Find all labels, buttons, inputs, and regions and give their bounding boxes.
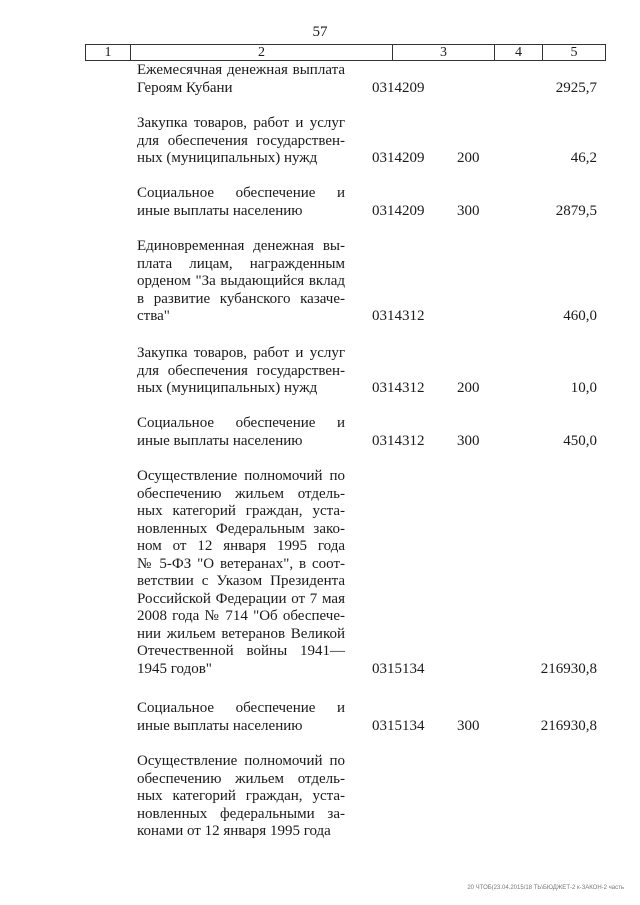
row-description-line: в развитие кубанского казаче- bbox=[137, 290, 345, 307]
row-description-line: ных категорий граждан, уста- bbox=[137, 788, 345, 804]
row-amount: 10,0 bbox=[570, 380, 597, 396]
row-description-line: нии жильем ветеранов Великой bbox=[137, 625, 345, 642]
row-expense-type: 300 bbox=[457, 432, 480, 449]
page-number: 57 bbox=[312, 24, 328, 40]
row-target-code: 0314209 bbox=[372, 79, 425, 96]
row-description bbox=[137, 700, 345, 735]
row-target-code: 0314312 bbox=[372, 308, 425, 324]
row-description-line: иные выплаты населению bbox=[137, 432, 303, 449]
row-expense-type: 200 bbox=[457, 380, 480, 396]
row-description-line: ных (муниципальных) нужд bbox=[137, 380, 318, 396]
row-description-line: ветствии с Указом Президента bbox=[137, 573, 345, 589]
row-target-code: 0315134 bbox=[372, 660, 425, 677]
row-description-line: орденом "За выдающийся вклад bbox=[137, 273, 345, 289]
row-amount: 46,2 bbox=[570, 150, 597, 166]
row-description-line: новленных Федеральным зако- bbox=[137, 520, 345, 537]
row-description-line: Социальное обеспечение и bbox=[137, 415, 345, 431]
row-description-line: конами от 12 января 1995 года bbox=[137, 823, 331, 839]
row-description-line: Социальное обеспечение и bbox=[137, 700, 345, 716]
row-description-line: Отечественной войны 1941— bbox=[137, 643, 345, 659]
row-description bbox=[137, 468, 345, 678]
row-description-line: иные выплаты населению bbox=[137, 717, 303, 734]
column-header-2: 2 bbox=[131, 45, 393, 61]
row-description bbox=[137, 753, 345, 841]
column-header-4: 4 bbox=[495, 45, 543, 61]
row-expense-type: 300 bbox=[457, 202, 480, 219]
column-header-3: 3 bbox=[393, 45, 495, 61]
column-header-1: 1 bbox=[86, 45, 131, 61]
row-description-line: Осуществление полномочий по bbox=[137, 753, 345, 769]
row-description-line: Социальное обеспечение и bbox=[137, 185, 345, 201]
row-description-line: для обеспечения государствен- bbox=[137, 362, 345, 379]
row-expense-type: 300 bbox=[457, 717, 480, 734]
row-description bbox=[137, 345, 345, 398]
column-header-table bbox=[85, 44, 606, 61]
row-description bbox=[137, 238, 345, 326]
row-description-line: 1945 годов" bbox=[137, 660, 212, 677]
row-description-line: ства" bbox=[137, 308, 170, 324]
row-description-line: Закупка товаров, работ и услуг bbox=[137, 345, 345, 361]
row-description bbox=[137, 185, 345, 220]
row-amount: 216930,8 bbox=[540, 717, 597, 734]
row-description-line: ном от 12 января 1995 года bbox=[137, 538, 345, 554]
row-description bbox=[137, 62, 345, 97]
row-description-line: обеспечению жильем отдель- bbox=[137, 770, 345, 787]
row-description bbox=[137, 415, 345, 450]
row-description-line: обеспечению жильем отдель- bbox=[137, 485, 345, 502]
row-description-line: Закупка товаров, работ и услуг bbox=[137, 115, 345, 131]
column-header-5: 5 bbox=[543, 45, 606, 61]
row-description-line: Единовременная денежная вы- bbox=[137, 238, 345, 254]
row-description-line: Осуществление полномочий по bbox=[137, 468, 345, 484]
row-target-code: 0314312 bbox=[372, 380, 425, 396]
row-description-line: плата лицам, награжденным bbox=[137, 255, 345, 272]
row-target-code: 0314209 bbox=[372, 150, 425, 166]
row-expense-type: 200 bbox=[457, 150, 480, 166]
row-amount: 450,0 bbox=[563, 432, 597, 449]
row-description-line: Российской Федерации от 7 мая bbox=[137, 590, 345, 607]
row-amount: 216930,8 bbox=[540, 660, 597, 677]
row-amount: 2925,7 bbox=[555, 79, 597, 96]
row-description-line: Ежемесячная денежная выплата bbox=[137, 62, 345, 78]
row-amount: 2879,5 bbox=[555, 202, 597, 219]
row-target-code: 0314209 bbox=[372, 202, 425, 219]
footer-file-reference: 20 ЧТОБ(23.04.2015/18 ТЬ\БЮДЖЕТ-2 к-ЗАКОН-2 часть bbox=[467, 885, 624, 891]
row-description-line: новленных федеральными за- bbox=[137, 805, 345, 822]
row-description-line: Героям Кубани bbox=[137, 79, 233, 96]
row-description-line: 2008 года № 714 "Об обеспече- bbox=[137, 608, 345, 624]
row-target-code: 0314312 bbox=[372, 432, 425, 449]
row-description bbox=[137, 115, 345, 168]
row-amount: 460,0 bbox=[563, 308, 597, 324]
row-description-line: иные выплаты населению bbox=[137, 202, 303, 219]
row-target-code: 0315134 bbox=[372, 717, 425, 734]
row-description-line: ных (муниципальных) нужд bbox=[137, 150, 318, 166]
row-description-line: № 5-ФЗ "О ветеранах", в соот- bbox=[137, 555, 345, 572]
row-description-line: ных категорий граждан, уста- bbox=[137, 503, 345, 519]
column-header-row bbox=[86, 45, 606, 61]
row-description-line: для обеспечения государствен- bbox=[137, 132, 345, 149]
